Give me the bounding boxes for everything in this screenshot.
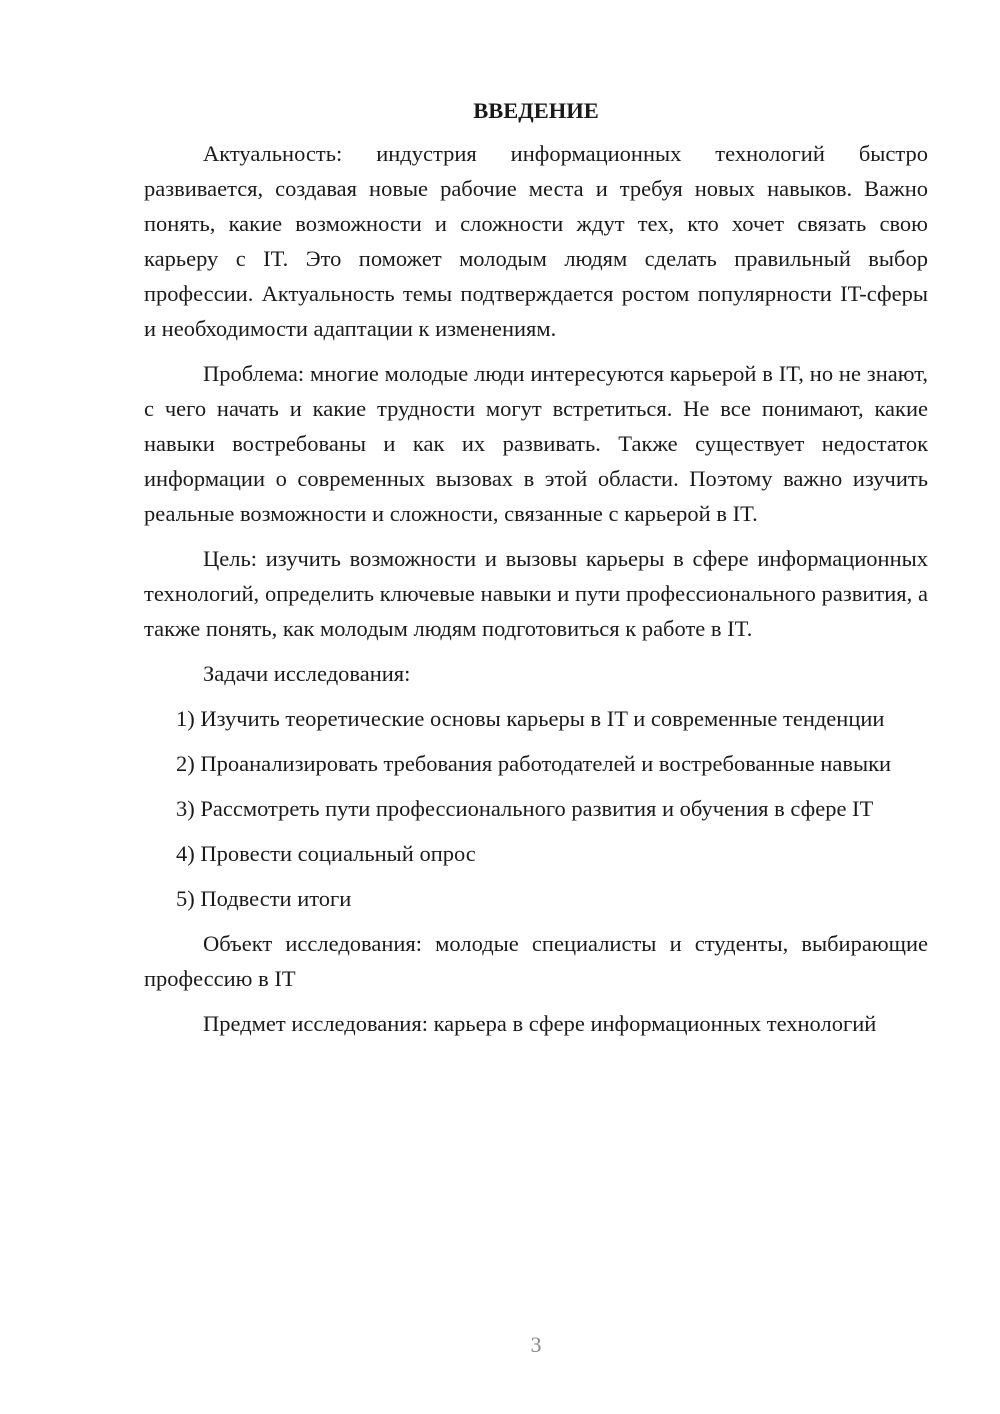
task-item: 4) Провести социальный опрос [176, 841, 476, 866]
problem-paragraph: Проблема: многие молодые люди интересуются карьерой в IT, но не знают, с чего начать и какие трудности могут встретиться. Не все понимают, какие навыки востребованы и как их развивать. Также существует недостаток информации о современных вызовах в этой области. Поэтому важно изучить реальные возможности и сложности, связанные с карьерой в IT. [144, 361, 928, 526]
relevance-paragraph: Актуальность: индустрия информационных технологий быстро развивается, создавая новые рабочие места и требуя новых навыков. Важно понять, какие возможности и сложности ждут тех, кто хочет связать свою карьеру с IT. Это поможет молодым людям сделать правильный выбор профессии. Актуальность темы подтверждается ростом популярности IT-сферы и необходимости адаптации к изменениям. [144, 141, 928, 341]
task-item: 2) Проанализировать требования работодателей и востребованные навыки [176, 751, 892, 776]
tasks-heading: Задачи исследования: [203, 661, 411, 686]
object-paragraph: Объект исследования: молодые специалисты и студенты, выбирающие профессию в IT [144, 931, 928, 991]
subject-paragraph: Предмет исследования: карьера в сфере информационных технологий [203, 1011, 877, 1036]
goal-paragraph: Цель: изучить возможности и вызовы карьеры в сфере информационных технологий, определить ключевые навыки и пути профессионального развития, а также понять, как молодым людям подготовиться к работе в IT. [144, 546, 928, 641]
page-number: 3 [530, 1332, 542, 1357]
section-title: ВВЕДЕНИЕ [473, 98, 599, 123]
task-item: 1) Изучить теоретические основы карьеры в IT и современные тенденции [176, 706, 885, 731]
task-item: 5) Подвести итоги [176, 886, 352, 911]
task-item: 3) Рассмотреть пути профессионального развития и обучения в сфере IT [176, 796, 874, 821]
document-page [144, 96, 928, 1051]
